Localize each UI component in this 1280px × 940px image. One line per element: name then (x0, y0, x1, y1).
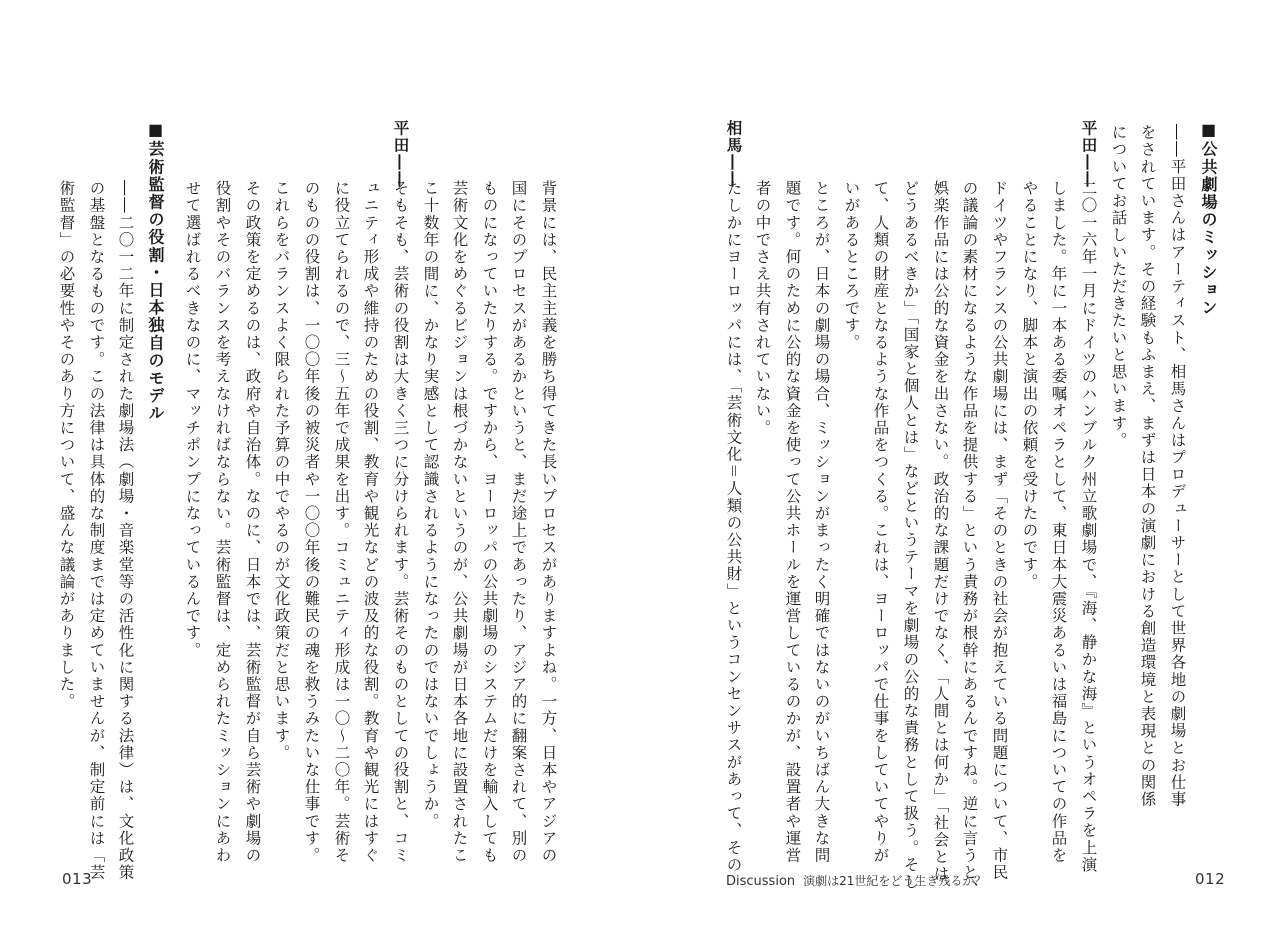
running-head-title: 演劇は21世紀をどう生き残るか？ (803, 874, 987, 888)
text-line: ュニティ形成や維持のための役割、教育や観光などの波及的な役割。教育や観光にはすぐ (361, 180, 380, 864)
speaker-label: 平田―― (1079, 120, 1098, 189)
text-line: ところが、日本の劇場の場合、ミッションがまったく明確ではないのがいちばん大きな問 (812, 180, 831, 864)
text-line: 芸術文化をめぐるビジョンは根づかないというのが、公共劇場が日本各地に設置されたこ (450, 180, 469, 864)
running-head-label: Discussion (726, 874, 796, 889)
text-line: 題です。何のために公的な資金を使って公共ホールを運営しているのかが、設置者や運営 (783, 180, 802, 864)
page-number: 013 (62, 870, 93, 888)
text-line: こ十数年の間に、かなり実感として認識されるようになったのではないでしょうか。 (421, 180, 440, 830)
text-line: をされています。その経験もふまえ、まずは日本の演劇における創造環境と表現との関係 (1138, 124, 1157, 808)
text-line: せて選ばれるべきなのに、マッチポンプになっているんです。 (183, 180, 202, 659)
text-line: 国にそのプロセスがあるかというと、まだ途上であったり、アジア的に翻案されて、別の (509, 180, 528, 864)
speaker-label: 平田―― (391, 120, 410, 189)
speaker-label: 相馬―― (724, 120, 743, 189)
text-line: 娯楽作品には公的な資金を出さない。政治的な課題だけでなく、「人間とは何か」「社会とは (931, 180, 950, 883)
text-line: しました。年に一本ある委嘱オペラとして、東日本大震災あるいは福島についての作品を (1049, 180, 1068, 864)
text-line: 役割やそのバランスを考えなければならない。芸術監督は、定められたミッションにあわ (213, 180, 232, 864)
text-line: ものになっていたりする。ですから、ヨーロッパの公共劇場のシステムだけを輸入しても (480, 180, 499, 864)
text-line: たしかにヨーロッパには、「芸術文化＝人類の公共財」というコンセンサスがあって、その (724, 180, 743, 874)
text-line: そもそも、芸術の役割は大きく三つに分けられます。芸術そのものとしての役割と、コミ (391, 180, 410, 864)
text-line: どうあるべきか」「国家と個人とは」などというテーマを劇場の公的な責務として扱う。そし (901, 180, 920, 891)
text-line: の議論の素材になるような作品を提供する」という責務が根幹にあるんですね。逆に言うと、 (960, 180, 979, 899)
text-line: ドイツやフランスの公共劇場には、まず「そのときの社会が抱えている問題について、市民 (990, 180, 1009, 882)
text-line: 者の中でさえ共有されていない。 (753, 180, 772, 437)
section-heading: ■公共劇場のミッション (1199, 120, 1218, 317)
text-line: て、人類の財産となるような作品をつくる。これは、ヨーロッパで仕事をしていてやりが (871, 180, 890, 864)
text-line: ――二〇一二年に制定された劇場法（劇場・音楽堂等の活性化に関する法律）は、文化政策 (116, 180, 135, 882)
text-line: に役立てられるので、三～五年で成果を出す。コミュニティ形成は一〇～二〇年。芸術そ (332, 180, 351, 864)
page-number: 012 (1195, 870, 1226, 888)
page-right (640, 0, 1280, 940)
text-line: についてお話しいただきたいと思います。 (1109, 124, 1128, 449)
text-line: ――平田さんはアーティスト、相馬さんはプロデューサーとして世界各地の劇場とお仕事 (1168, 124, 1187, 808)
text-line: の基盤となるものです。この法律は具体的な制度までは定めていませんが、制定前には「芸 (87, 180, 106, 882)
text-line: のものの役割は、一〇〇年後の被災者や一〇〇年後の難民の魂を救うみたいな仕事です。 (302, 180, 321, 864)
text-line: その政策を定めるのは、政府や自治体。なのに、日本では、芸術監督が自ら芸術や劇場の (243, 180, 262, 864)
text-line: 背景には、民主主義を勝ち得てきた長いプロセスがありますよね。一方、日本やアジアの (539, 180, 558, 864)
text-line: やることになり、脚本と演出の依頼を受けたのです。 (1020, 180, 1039, 591)
text-line: これらをバランスよく限られた予算の中でやるのが文化政策だと思います。 (272, 180, 291, 762)
text-line: いがあるところです。 (842, 180, 861, 351)
running-head (726, 872, 986, 889)
text-line: 術監督」の必要性やそのあり方について、盛んな議論がありました。 (57, 180, 76, 711)
text-line: 二〇一六年一月にドイツのハンブルク州立歌劇場で、『海、静かな海』というオペラを上演 (1079, 180, 1098, 874)
section-heading: ■芸術監督の役割・日本独自のモデル (146, 120, 165, 423)
